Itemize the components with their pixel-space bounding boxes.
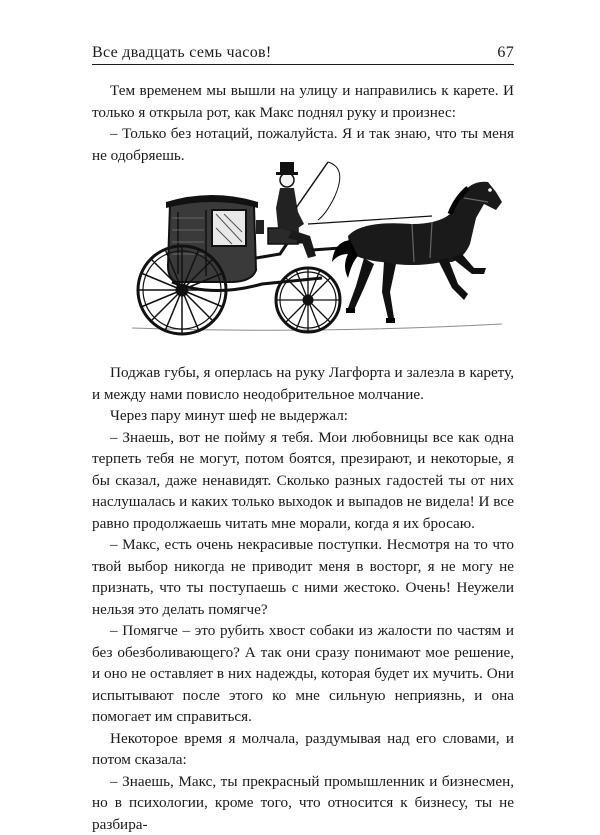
page-number: 67 (497, 44, 514, 62)
running-header (92, 42, 514, 62)
text-block-bottom (92, 362, 514, 835)
paragraph: – Знаешь, вот не пойму я тебя. Мои любовницы все как одна терпеть тебя не могут, потом боятся, презирают, и некоторые, я бы сказал, даже ненавидят. Сколько разных гадостей ты от них наслушалась и каких только выходок и выпадов не видела! И все равно продолжаешь читать мне морали, когда я их бросаю. (92, 427, 514, 535)
paragraph: Некоторое время я молчала, раздумывая над его словами, и потом сказала: (92, 728, 514, 771)
paragraph: – Помягче – это рубить хвост собаки из жалости по частям и без обезболивающего? А так они сразу понимают мое решение, и оно не оставляет в них надежды, которая будет их мучить. Они испытывают после этого ко мне сильную неприязнь, и она помогает им справиться. (92, 620, 514, 728)
header-rule (92, 64, 514, 65)
paragraph: – Только без нотаций, пожалуйста. Я и так знаю, что ты меня не одобряешь. (92, 123, 514, 166)
text-block-top (92, 80, 514, 166)
horse-carriage-icon (112, 158, 512, 340)
paragraph: Тем временем мы вышли на улицу и направились к карете. И только я открыла рот, как Макс поднял руку и произнес: (92, 80, 514, 123)
paragraph: Поджав губы, я оперлась на руку Лагфорта и залезла в карету, и между нами повисло неодобрительное молчание. (92, 362, 514, 405)
paragraph: Через пару минут шеф не выдержал: (92, 405, 514, 427)
paragraph: – Знаешь, Макс, ты прекрасный промышленник и бизнесмен, но в психологии, кроме того, что относится к бизнесу, ты не разбира- (92, 771, 514, 835)
chapter-title: Все двадцать семь часов! (92, 44, 272, 62)
paragraph: – Макс, есть очень некрасивые поступки. Несмотря на то что твой выбор никогда не приводит меня в восторг, я не могу не признать, что ты поступаешь с ними жестоко. Очень! Неужели нельзя это делать помягче? (92, 534, 514, 620)
